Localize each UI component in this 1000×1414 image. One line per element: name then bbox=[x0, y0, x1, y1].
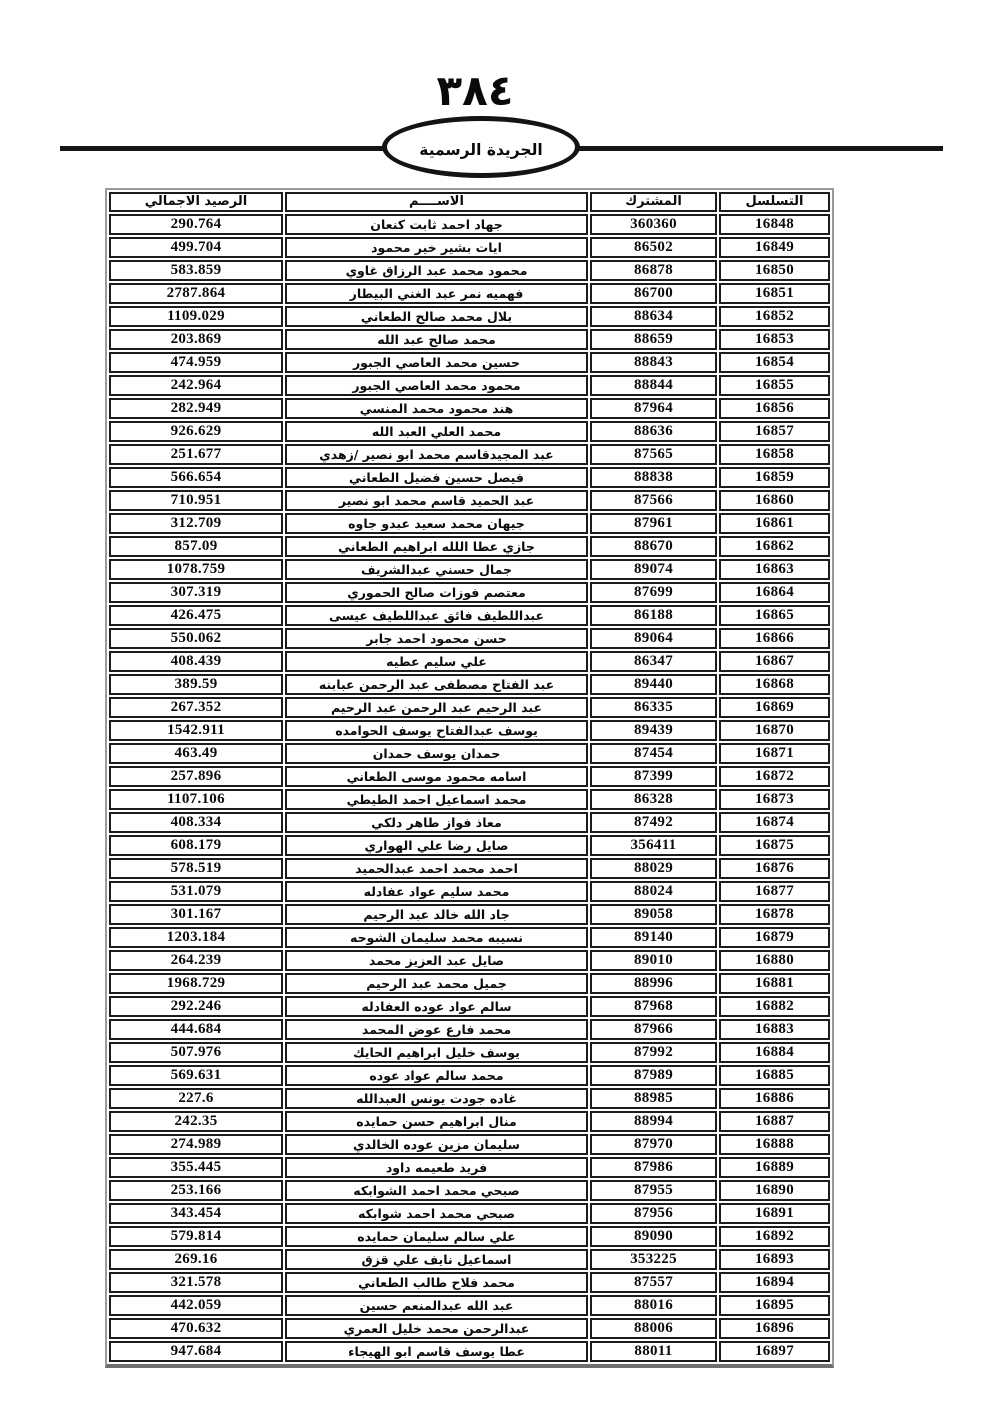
table-row bbox=[109, 1226, 830, 1247]
table-row bbox=[109, 950, 830, 971]
serial-cell: 16881 bbox=[719, 973, 830, 994]
table-row bbox=[109, 743, 830, 764]
subscriber-cell: 87989 bbox=[590, 1065, 717, 1086]
subscriber-cell: 88029 bbox=[590, 858, 717, 879]
serial-cell: 16848 bbox=[719, 214, 830, 235]
serial-cell: 16864 bbox=[719, 582, 830, 603]
balance-cell: 1078.759 bbox=[109, 559, 283, 580]
table-row bbox=[109, 904, 830, 925]
name-cell: عبد الحميد قاسم محمد ابو نصير bbox=[285, 490, 588, 511]
name-cell: محمد سليم عواد عفادله bbox=[285, 881, 588, 902]
name-cell: فيصل حسين فضيل الطعاني bbox=[285, 467, 588, 488]
table-row bbox=[109, 881, 830, 902]
table-row bbox=[109, 375, 830, 396]
name-cell: عبد الرحيم عبد الرحمن عبد الرحيم bbox=[285, 697, 588, 718]
name-cell: محمد اسماعيل احمد الطيطي bbox=[285, 789, 588, 810]
table-row bbox=[109, 214, 830, 235]
serial-cell: 16874 bbox=[719, 812, 830, 833]
balance-cell: 269.16 bbox=[109, 1249, 283, 1270]
name-cell: فهميه نمر عبد الغني البيطار bbox=[285, 283, 588, 304]
table-row bbox=[109, 559, 830, 580]
subscriber-cell: 88634 bbox=[590, 306, 717, 327]
table-row bbox=[109, 1019, 830, 1040]
subscriber-cell: 89090 bbox=[590, 1226, 717, 1247]
table-row bbox=[109, 306, 830, 327]
header-name: الاســــم bbox=[285, 192, 588, 212]
table-row bbox=[109, 444, 830, 465]
table-row bbox=[109, 1134, 830, 1155]
subscriber-cell: 88011 bbox=[590, 1341, 717, 1362]
header-balance: الرصيد الاجمالي bbox=[109, 192, 283, 212]
balance-cell: 578.519 bbox=[109, 858, 283, 879]
name-cell: معتصم فوزات صالح الحموري bbox=[285, 582, 588, 603]
name-cell: صبحي محمد احمد شوابكه bbox=[285, 1203, 588, 1224]
name-cell: جازي عطا اللله ابراهيم الطعاني bbox=[285, 536, 588, 557]
name-cell: محمد العلي العبد الله bbox=[285, 421, 588, 442]
serial-cell: 16890 bbox=[719, 1180, 830, 1201]
name-cell: احمد محمد احمد عبدالحميد bbox=[285, 858, 588, 879]
serial-cell: 16855 bbox=[719, 375, 830, 396]
table-row bbox=[109, 927, 830, 948]
subscriber-cell: 89140 bbox=[590, 927, 717, 948]
name-cell: يوسف خليل ابراهيم الحايك bbox=[285, 1042, 588, 1063]
serial-cell: 16866 bbox=[719, 628, 830, 649]
balance-cell: 426.475 bbox=[109, 605, 283, 626]
name-cell: محمد فلاح طالب الطعاني bbox=[285, 1272, 588, 1293]
balance-cell: 282.949 bbox=[109, 398, 283, 419]
serial-cell: 16879 bbox=[719, 927, 830, 948]
balance-cell: 1203.184 bbox=[109, 927, 283, 948]
subscriber-cell: 87492 bbox=[590, 812, 717, 833]
name-cell: صايل رضا علي الهواري bbox=[285, 835, 588, 856]
subscriber-cell: 86335 bbox=[590, 697, 717, 718]
subscriber-cell: 86878 bbox=[590, 260, 717, 281]
serial-cell: 16861 bbox=[719, 513, 830, 534]
balance-cell: 608.179 bbox=[109, 835, 283, 856]
serial-cell: 16850 bbox=[719, 260, 830, 281]
table-body bbox=[109, 214, 830, 1362]
balance-cell: 343.454 bbox=[109, 1203, 283, 1224]
name-cell: جيهان محمد سعيد عبدو جاوه bbox=[285, 513, 588, 534]
serial-cell: 16849 bbox=[719, 237, 830, 258]
balance-cell: 257.896 bbox=[109, 766, 283, 787]
balance-cell: 444.684 bbox=[109, 1019, 283, 1040]
serial-cell: 16851 bbox=[719, 283, 830, 304]
subscriber-cell: 88994 bbox=[590, 1111, 717, 1132]
balance-cell: 292.246 bbox=[109, 996, 283, 1017]
name-cell: صايل عبد العزيز محمد bbox=[285, 950, 588, 971]
name-cell: جاد الله خالد عبد الرحيم bbox=[285, 904, 588, 925]
balance-cell: 531.079 bbox=[109, 881, 283, 902]
name-cell: محمود محمد عبد الرزاق غاوي bbox=[285, 260, 588, 281]
table-row bbox=[109, 1272, 830, 1293]
table-row bbox=[109, 1065, 830, 1086]
subscriber-cell: 87992 bbox=[590, 1042, 717, 1063]
name-cell: سليمان مزين عوده الخالدي bbox=[285, 1134, 588, 1155]
balance-cell: 1968.729 bbox=[109, 973, 283, 994]
name-cell: معاذ فواز طاهر دلكي bbox=[285, 812, 588, 833]
name-cell: سالم عواد عوده العفادله bbox=[285, 996, 588, 1017]
subscriber-cell: 88670 bbox=[590, 536, 717, 557]
serial-cell: 16862 bbox=[719, 536, 830, 557]
table-row bbox=[109, 835, 830, 856]
table-row bbox=[109, 996, 830, 1017]
serial-cell: 16857 bbox=[719, 421, 830, 442]
serial-cell: 16854 bbox=[719, 352, 830, 373]
name-cell: عبد الله عبدالمنعم حسين bbox=[285, 1295, 588, 1316]
name-cell: غاده جودت يونس العبدالله bbox=[285, 1088, 588, 1109]
name-cell: يوسف عبدالفتاح يوسف الحوامده bbox=[285, 720, 588, 741]
table-row bbox=[109, 352, 830, 373]
serial-cell: 16897 bbox=[719, 1341, 830, 1362]
name-cell: عبد الفتاح مصطفى عبد الرحمن عبابنه bbox=[285, 674, 588, 695]
name-cell: جهاد احمد ثابت كنعان bbox=[285, 214, 588, 235]
serial-cell: 16896 bbox=[719, 1318, 830, 1339]
serial-cell: 16895 bbox=[719, 1295, 830, 1316]
table-row bbox=[109, 536, 830, 557]
name-cell: فريد طعيمه داود bbox=[285, 1157, 588, 1178]
name-cell: ايات بشير خير محمود bbox=[285, 237, 588, 258]
table-row bbox=[109, 651, 830, 672]
name-cell: جمال حسني عبدالشريف bbox=[285, 559, 588, 580]
name-cell: صبحي محمد احمد الشوابكه bbox=[285, 1180, 588, 1201]
serial-cell: 16859 bbox=[719, 467, 830, 488]
subscriber-cell: 87566 bbox=[590, 490, 717, 511]
subscriber-cell: 88844 bbox=[590, 375, 717, 396]
balance-cell: 301.167 bbox=[109, 904, 283, 925]
table-row bbox=[109, 1042, 830, 1063]
balance-cell: 1107.106 bbox=[109, 789, 283, 810]
ledger-table-container bbox=[105, 188, 820, 1368]
name-cell: هند محمود محمد المنسي bbox=[285, 398, 588, 419]
serial-cell: 16867 bbox=[719, 651, 830, 672]
balance-cell: 499.704 bbox=[109, 237, 283, 258]
table-row bbox=[109, 674, 830, 695]
table-row bbox=[109, 467, 830, 488]
serial-cell: 16876 bbox=[719, 858, 830, 879]
table-row bbox=[109, 1088, 830, 1109]
balance-cell: 267.352 bbox=[109, 697, 283, 718]
balance-cell: 507.976 bbox=[109, 1042, 283, 1063]
table-row bbox=[109, 858, 830, 879]
serial-cell: 16894 bbox=[719, 1272, 830, 1293]
table-header-row bbox=[109, 192, 830, 212]
banner-oval bbox=[382, 116, 580, 178]
serial-cell: 16870 bbox=[719, 720, 830, 741]
serial-cell: 16875 bbox=[719, 835, 830, 856]
balance-cell: 321.578 bbox=[109, 1272, 283, 1293]
name-cell: اسماعيل نايف علي قزق bbox=[285, 1249, 588, 1270]
table-row bbox=[109, 1318, 830, 1339]
name-cell: محمد فارع عوض المحمد bbox=[285, 1019, 588, 1040]
balance-cell: 307.319 bbox=[109, 582, 283, 603]
name-cell: نسيبه محمد سليمان الشوحه bbox=[285, 927, 588, 948]
subscriber-cell: 87454 bbox=[590, 743, 717, 764]
serial-cell: 16872 bbox=[719, 766, 830, 787]
serial-cell: 16883 bbox=[719, 1019, 830, 1040]
serial-cell: 16856 bbox=[719, 398, 830, 419]
table-row bbox=[109, 697, 830, 718]
name-cell: جميل محمد عبد الرحيم bbox=[285, 973, 588, 994]
balance-cell: 1109.029 bbox=[109, 306, 283, 327]
balance-cell: 569.631 bbox=[109, 1065, 283, 1086]
subscriber-cell: 89440 bbox=[590, 674, 717, 695]
subscriber-cell: 87955 bbox=[590, 1180, 717, 1201]
table-row bbox=[109, 283, 830, 304]
serial-cell: 16865 bbox=[719, 605, 830, 626]
table-row bbox=[109, 513, 830, 534]
subscriber-cell: 89074 bbox=[590, 559, 717, 580]
table-row bbox=[109, 766, 830, 787]
page-number: ٣٨٤ bbox=[436, 66, 514, 115]
serial-cell: 16882 bbox=[719, 996, 830, 1017]
subscriber-cell: 88838 bbox=[590, 467, 717, 488]
balance-cell: 389.59 bbox=[109, 674, 283, 695]
subscriber-cell: 86502 bbox=[590, 237, 717, 258]
serial-cell: 16877 bbox=[719, 881, 830, 902]
subscriber-cell: 88006 bbox=[590, 1318, 717, 1339]
table-row bbox=[109, 605, 830, 626]
subscriber-cell: 88636 bbox=[590, 421, 717, 442]
balance-cell: 566.654 bbox=[109, 467, 283, 488]
balance-cell: 550.062 bbox=[109, 628, 283, 649]
subscriber-cell: 86700 bbox=[590, 283, 717, 304]
subscriber-cell: 87966 bbox=[590, 1019, 717, 1040]
subscriber-cell: 89010 bbox=[590, 950, 717, 971]
table-row bbox=[109, 789, 830, 810]
name-cell: محمود محمد العاصي الجبور bbox=[285, 375, 588, 396]
header-serial: التسلسل bbox=[719, 192, 830, 212]
table-row bbox=[109, 398, 830, 419]
name-cell: عطا يوسف قاسم ابو الهيجاء bbox=[285, 1341, 588, 1362]
balance-cell: 312.709 bbox=[109, 513, 283, 534]
table-row bbox=[109, 1203, 830, 1224]
balance-cell: 408.334 bbox=[109, 812, 283, 833]
subscriber-cell: 353225 bbox=[590, 1249, 717, 1270]
subscriber-cell: 87986 bbox=[590, 1157, 717, 1178]
balance-cell: 926.629 bbox=[109, 421, 283, 442]
name-cell: حمدان يوسف حمدان bbox=[285, 743, 588, 764]
subscriber-cell: 87961 bbox=[590, 513, 717, 534]
table-row bbox=[109, 720, 830, 741]
subscriber-cell: 88985 bbox=[590, 1088, 717, 1109]
serial-cell: 16860 bbox=[719, 490, 830, 511]
subscriber-cell: 87699 bbox=[590, 582, 717, 603]
subscriber-cell: 360360 bbox=[590, 214, 717, 235]
subscriber-cell: 88843 bbox=[590, 352, 717, 373]
name-cell: عبد المجيدقاسم محمد ابو نصير /زهدي bbox=[285, 444, 588, 465]
balance-cell: 227.6 bbox=[109, 1088, 283, 1109]
balance-cell: 583.859 bbox=[109, 260, 283, 281]
balance-cell: 242.964 bbox=[109, 375, 283, 396]
subscriber-cell: 88016 bbox=[590, 1295, 717, 1316]
name-cell: علي سليم عطيه bbox=[285, 651, 588, 672]
serial-cell: 16868 bbox=[719, 674, 830, 695]
subscriber-cell: 87956 bbox=[590, 1203, 717, 1224]
serial-cell: 16893 bbox=[719, 1249, 830, 1270]
subscriber-cell: 87970 bbox=[590, 1134, 717, 1155]
serial-cell: 16852 bbox=[719, 306, 830, 327]
ledger-table bbox=[105, 188, 834, 1368]
balance-cell: 408.439 bbox=[109, 651, 283, 672]
subscriber-cell: 89439 bbox=[590, 720, 717, 741]
table-row bbox=[109, 812, 830, 833]
subscriber-cell: 87399 bbox=[590, 766, 717, 787]
table-row bbox=[109, 1180, 830, 1201]
table-row bbox=[109, 582, 830, 603]
serial-cell: 16880 bbox=[719, 950, 830, 971]
table-row bbox=[109, 973, 830, 994]
balance-cell: 1542.911 bbox=[109, 720, 283, 741]
name-cell: عبداللطيف فائق عبداللطيف عيسى bbox=[285, 605, 588, 626]
serial-cell: 16886 bbox=[719, 1088, 830, 1109]
serial-cell: 16892 bbox=[719, 1226, 830, 1247]
name-cell: علي سالم سليمان حمايده bbox=[285, 1226, 588, 1247]
serial-cell: 16888 bbox=[719, 1134, 830, 1155]
balance-cell: 2787.864 bbox=[109, 283, 283, 304]
name-cell: حسين محمد العاصي الجبور bbox=[285, 352, 588, 373]
balance-cell: 474.959 bbox=[109, 352, 283, 373]
table-row bbox=[109, 490, 830, 511]
header-subscriber: المشترك bbox=[590, 192, 717, 212]
balance-cell: 442.059 bbox=[109, 1295, 283, 1316]
subscriber-cell: 86347 bbox=[590, 651, 717, 672]
serial-cell: 16858 bbox=[719, 444, 830, 465]
balance-cell: 947.684 bbox=[109, 1341, 283, 1362]
subscriber-cell: 86188 bbox=[590, 605, 717, 626]
serial-cell: 16853 bbox=[719, 329, 830, 350]
subscriber-cell: 356411 bbox=[590, 835, 717, 856]
table-row bbox=[109, 237, 830, 258]
name-cell: منال ابراهيم حسن حمايده bbox=[285, 1111, 588, 1132]
balance-cell: 355.445 bbox=[109, 1157, 283, 1178]
balance-cell: 274.989 bbox=[109, 1134, 283, 1155]
serial-cell: 16878 bbox=[719, 904, 830, 925]
table-row bbox=[109, 421, 830, 442]
subscriber-cell: 87565 bbox=[590, 444, 717, 465]
table-row bbox=[109, 1341, 830, 1362]
name-cell: حسن محمود احمد جابر bbox=[285, 628, 588, 649]
table-row bbox=[109, 628, 830, 649]
balance-cell: 710.951 bbox=[109, 490, 283, 511]
name-cell: عبدالرحمن محمد خليل العمري bbox=[285, 1318, 588, 1339]
serial-cell: 16871 bbox=[719, 743, 830, 764]
balance-cell: 264.239 bbox=[109, 950, 283, 971]
table-row bbox=[109, 1249, 830, 1270]
subscriber-cell: 88996 bbox=[590, 973, 717, 994]
table-row bbox=[109, 329, 830, 350]
subscriber-cell: 87964 bbox=[590, 398, 717, 419]
subscriber-cell: 88659 bbox=[590, 329, 717, 350]
subscriber-cell: 87968 bbox=[590, 996, 717, 1017]
serial-cell: 16869 bbox=[719, 697, 830, 718]
subscriber-cell: 86328 bbox=[590, 789, 717, 810]
balance-cell: 251.677 bbox=[109, 444, 283, 465]
balance-cell: 253.166 bbox=[109, 1180, 283, 1201]
serial-cell: 16889 bbox=[719, 1157, 830, 1178]
name-cell: محمد صالح عبد الله bbox=[285, 329, 588, 350]
serial-cell: 16863 bbox=[719, 559, 830, 580]
subscriber-cell: 87557 bbox=[590, 1272, 717, 1293]
serial-cell: 16891 bbox=[719, 1203, 830, 1224]
balance-cell: 579.814 bbox=[109, 1226, 283, 1247]
serial-cell: 16873 bbox=[719, 789, 830, 810]
table-row bbox=[109, 260, 830, 281]
subscriber-cell: 88024 bbox=[590, 881, 717, 902]
balance-cell: 203.869 bbox=[109, 329, 283, 350]
subscriber-cell: 89058 bbox=[590, 904, 717, 925]
serial-cell: 16885 bbox=[719, 1065, 830, 1086]
balance-cell: 242.35 bbox=[109, 1111, 283, 1132]
balance-cell: 290.764 bbox=[109, 214, 283, 235]
serial-cell: 16884 bbox=[719, 1042, 830, 1063]
banner-title: الجريدة الرسمية bbox=[419, 141, 543, 159]
table-row bbox=[109, 1111, 830, 1132]
subscriber-cell: 89064 bbox=[590, 628, 717, 649]
balance-cell: 857.09 bbox=[109, 536, 283, 557]
balance-cell: 470.632 bbox=[109, 1318, 283, 1339]
serial-cell: 16887 bbox=[719, 1111, 830, 1132]
name-cell: بلال محمد صالح الطعاني bbox=[285, 306, 588, 327]
table-row bbox=[109, 1157, 830, 1178]
name-cell: اسامه محمود موسى الطعاني bbox=[285, 766, 588, 787]
balance-cell: 463.49 bbox=[109, 743, 283, 764]
table-row bbox=[109, 1295, 830, 1316]
name-cell: محمد سالم عواد عوده bbox=[285, 1065, 588, 1086]
